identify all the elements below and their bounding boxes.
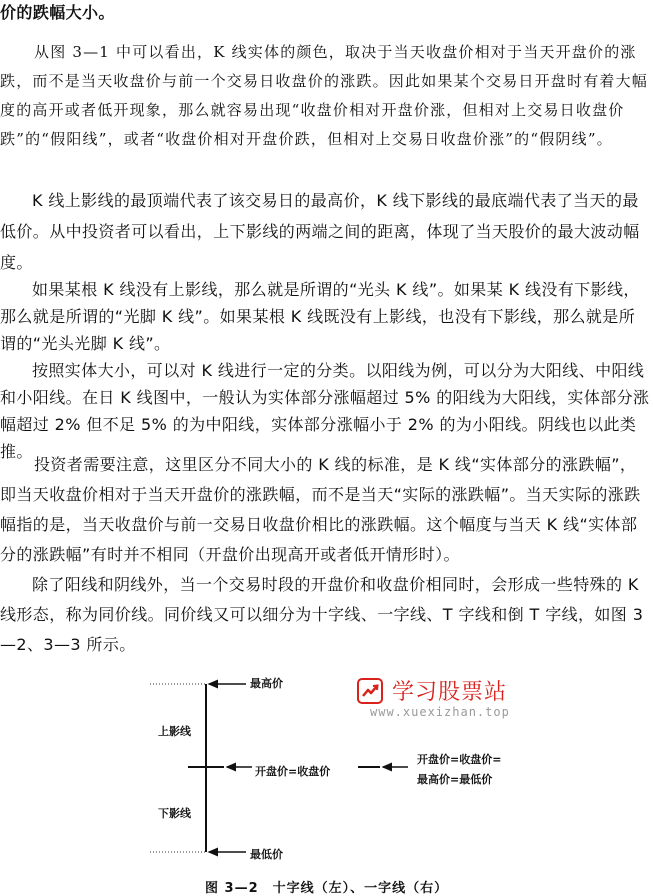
label-upper-shadow: 上影线	[158, 725, 191, 738]
paragraph-doji-intro: 除了阳线和阴线外，当一个交易时段的开盘价和收盘价相同时，会形成一些特殊的 K 线形态，称为同价线。同价线又可以细分为十字线、一字线、T 字线和倒 T 字线，如图 3—2、3—3 所示。	[0, 575, 644, 654]
stock-chart-logo-icon	[357, 678, 383, 704]
paragraph-body-change-note: 投资者需要注意，这里区分不同大小的 K 线的标准，是 K 线“实体部分的涨跌幅”，即当天收盘价相对于当天开盘价的涨跌幅，而不是当天“实际的涨跌幅”。当天实际的涨跌幅指的是，当天收盘价与前一交易日收盘价相比的涨跌幅。这个幅度与当天 K 线“实体部分的涨跌幅”有时并不相同（开盘价出现高开或者低开情形时）。	[0, 455, 641, 564]
paragraph-shadow-range: K 线上影线的最顶端代表了该交易日的最高价，K 线下影线的最底端代表了当天的最低价。从中投资者可以看出，上下影线的两端之间的距离，体现了当天股价的最大波动幅度。	[0, 191, 640, 272]
watermark-url: www.xuexizhan.top	[370, 705, 510, 719]
figure-doji-line	[0, 660, 653, 896]
label-one-line-equality-1: 开盘价=收盘价=	[417, 753, 502, 766]
paragraph-continuation: 价的跌幅大小。	[0, 3, 115, 22]
label-lower-shadow: 下影线	[158, 807, 191, 820]
paragraph-k-line-body-color: 从图 3—1 中可以看出，K 线实体的颜色，取决于当天收盘价相对于当天开盘价的涨跌，而不是当天收盘价与前一个交易日收盘价的涨跌。因此如果某个交易日开盘时有着大幅度的高开或者低开现象，那么就容易出现“收盘价相对开盘价涨，但相对上交易日收盘价跌”的“假阳线”，或者“收盘价相对开盘价跌，但相对上交易日收盘价涨”的“假阴线”。	[0, 43, 649, 148]
watermark	[352, 672, 557, 722]
paragraph-bald-k-line: 如果某根 K 线没有上影线，那么就是所谓的“光头 K 线”。如果某 K 线没有下影线，那么就是所谓的“光脚 K 线”。如果某根 K 线既没有上影线，也没有下影线，那么就是所谓的“光头光脚 K 线”。	[0, 280, 640, 353]
figure-caption: 图 3—2 十字线（左）、一字线（右）	[205, 881, 449, 896]
paragraph-body-size-classification: 按照实体大小，可以对 K 线进行一定的分类。以阳线为例，可以分为大阳线、中阳线和小阳线。在日 K 线图中，一般认为实体部分涨幅超过 5% 的阳线为大阳线，实体部分涨幅超过 2% 但不足 5% 的为中阳线，实体部分涨幅小于 2% 的为小阳线。阴线也以此类推。	[0, 361, 650, 461]
label-one-line-equality-2: 最高价=最低价	[417, 773, 493, 786]
label-open-equals-close: 开盘价=收盘价	[255, 765, 331, 778]
label-high-price: 最高价	[250, 677, 283, 690]
label-low-price: 最低价	[250, 848, 283, 861]
watermark-title: 学习股票站	[392, 680, 508, 705]
